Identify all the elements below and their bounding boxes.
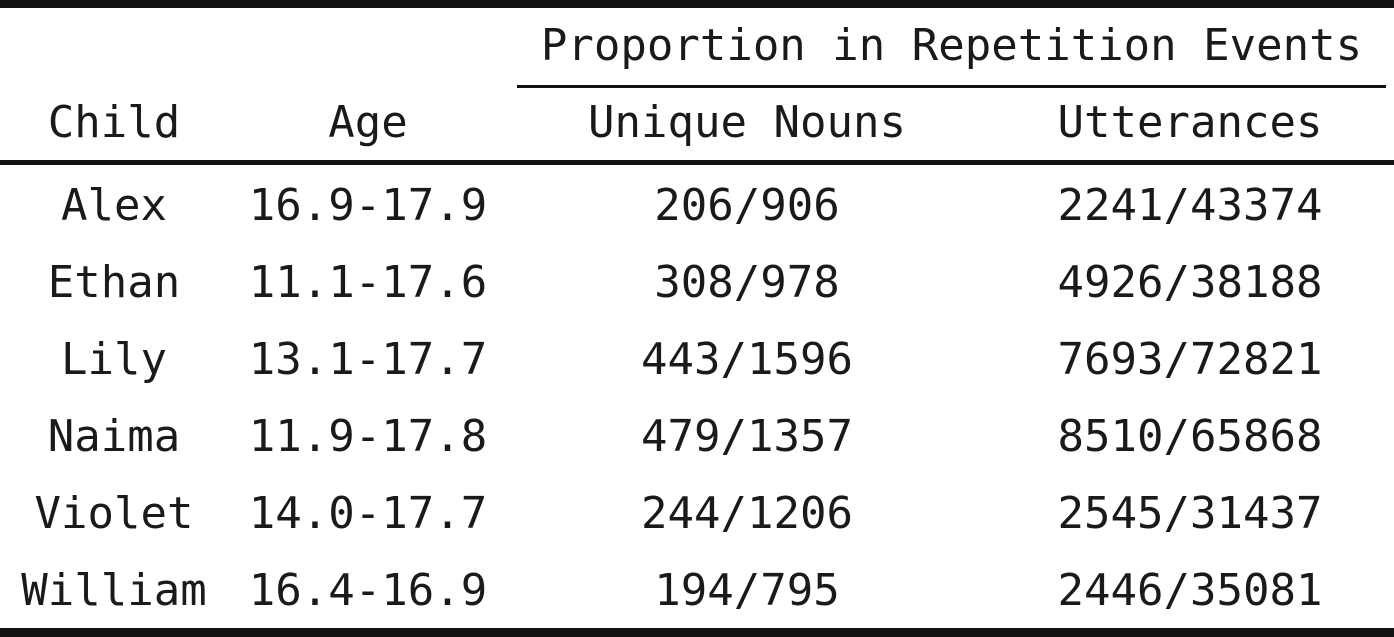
cell-unique-nouns: 244/1206 <box>641 488 853 539</box>
cell-age: 14.0-17.7 <box>248 488 488 539</box>
cell-child: Ethan <box>47 257 181 308</box>
cell-age: 11.1-17.6 <box>248 257 488 308</box>
bottom-rule <box>0 628 1394 637</box>
cell-utterances: 2241/43374 <box>1057 180 1323 231</box>
cell-unique-nouns: 194/795 <box>654 565 840 616</box>
cell-unique-nouns: 308/978 <box>654 257 840 308</box>
cell-utterances: 8510/65868 <box>1057 411 1323 462</box>
header-age: Age <box>328 97 408 148</box>
cell-unique-nouns: 443/1596 <box>641 334 853 385</box>
cell-age: 16.4-16.9 <box>248 565 488 616</box>
top-rule <box>0 0 1394 8</box>
cell-age: 11.9-17.8 <box>248 411 488 462</box>
header-rule <box>0 160 1394 165</box>
cell-child: Violet <box>34 488 194 539</box>
cell-unique-nouns: 206/906 <box>654 180 840 231</box>
cell-unique-nouns: 479/1357 <box>641 411 853 462</box>
cell-age: 16.9-17.9 <box>248 180 488 231</box>
cell-child: William <box>21 565 207 616</box>
cell-utterances: 7693/72821 <box>1057 334 1323 385</box>
cell-utterances: 2545/31437 <box>1057 488 1323 539</box>
group-header-underline <box>517 85 1386 88</box>
header-unique-nouns: Unique Nouns <box>588 97 906 148</box>
cell-child: Alex <box>61 180 167 231</box>
header-utterances: Utterances <box>1057 97 1323 148</box>
cell-child: Naima <box>47 411 181 462</box>
cell-age: 13.1-17.7 <box>248 334 488 385</box>
group-header-proportion: Proportion in Repetition Events <box>540 20 1363 71</box>
cell-utterances: 2446/35081 <box>1057 565 1323 616</box>
header-child: Child <box>47 97 181 148</box>
cell-child: Lily <box>61 334 167 385</box>
cell-utterances: 4926/38188 <box>1057 257 1323 308</box>
